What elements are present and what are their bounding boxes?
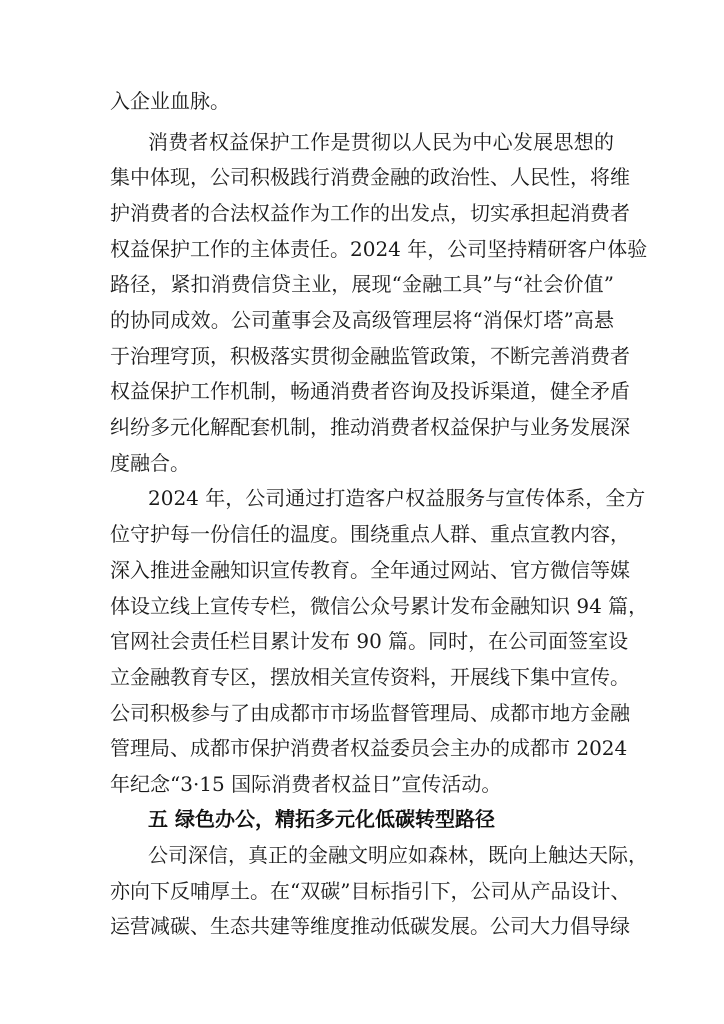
text-line: 纠纷多元化解配套机制，推动消费者权益保护与业务发展深 [110, 415, 630, 439]
text-line: 权益保护工作的主体责任。2024 年，公司坚持精研客户体验 [110, 237, 648, 261]
text-line: 位守护每一份信任的温度。围绕重点人群、重点宣教内容， [110, 522, 630, 546]
text-line: 官网社会责任栏目累计发布 90 篇。同时，在公司面签室设 [110, 629, 629, 653]
text-line: 路径，紧扣消费信贷主业，展现“金融工具”与“社会价值” [110, 272, 614, 296]
section-heading: 五 绿色办公，精拓多元化低碳转型路径 [148, 807, 495, 831]
text-line: 管理局、成都市保护消费者权益委员会主办的成都市 2024 [110, 736, 628, 760]
text-line: 公司积极参与了由成都市市场监督管理局、成都市地方金融 [110, 701, 630, 725]
text-line: 亦向下反哺厚土。在“双碳”目标指引下，公司从产品设计、 [110, 879, 631, 903]
paragraph-first-line: 2024 年，公司通过打造客户权益服务与宣传体系，全方 [148, 486, 646, 510]
text-line: 深入推进金融知识宣传教育。全年通过网站、官方微信等媒 [110, 558, 630, 582]
paragraph-first-line: 消费者权益保护工作是贯彻以人民为中心发展思想的 [148, 130, 614, 154]
text-line: 集中体现，公司积极践行消费金融的政治性、人民性，将维 [110, 165, 630, 189]
text-line: 体设立线上宣传专栏，微信公众号累计发布金融知识 94 篇， [110, 594, 649, 618]
text-line: 年纪念“3·15 国际消费者权益日”宣传活动。 [110, 772, 502, 796]
paragraph-first-line: 公司深信，真正的金融文明应如森林，既向上触达天际， [148, 843, 648, 867]
text-line: 权益保护工作机制，畅通消费者咨询及投诉渠道，健全矛盾 [110, 379, 630, 403]
text-line: 运营减碳、生态共建等维度推动低碳发展。公司大力倡导绿 [110, 914, 630, 938]
text-line: 于治理穹顶，积极落实贯彻金融监管政策，不断完善消费者 [110, 344, 630, 368]
text-line: 的协同成效。公司董事会及高级管理层将“消保灯塔”高悬 [110, 308, 614, 332]
text-line: 护消费者的合法权益作为工作的出发点，切实承担起消费者 [110, 201, 630, 225]
text-line: 立金融教育专区，摆放相关宣传资料，开展线下集中宣传。 [110, 665, 630, 689]
text-line: 入企业血脉。 [110, 89, 230, 113]
text-line: 度融合。 [110, 451, 190, 475]
